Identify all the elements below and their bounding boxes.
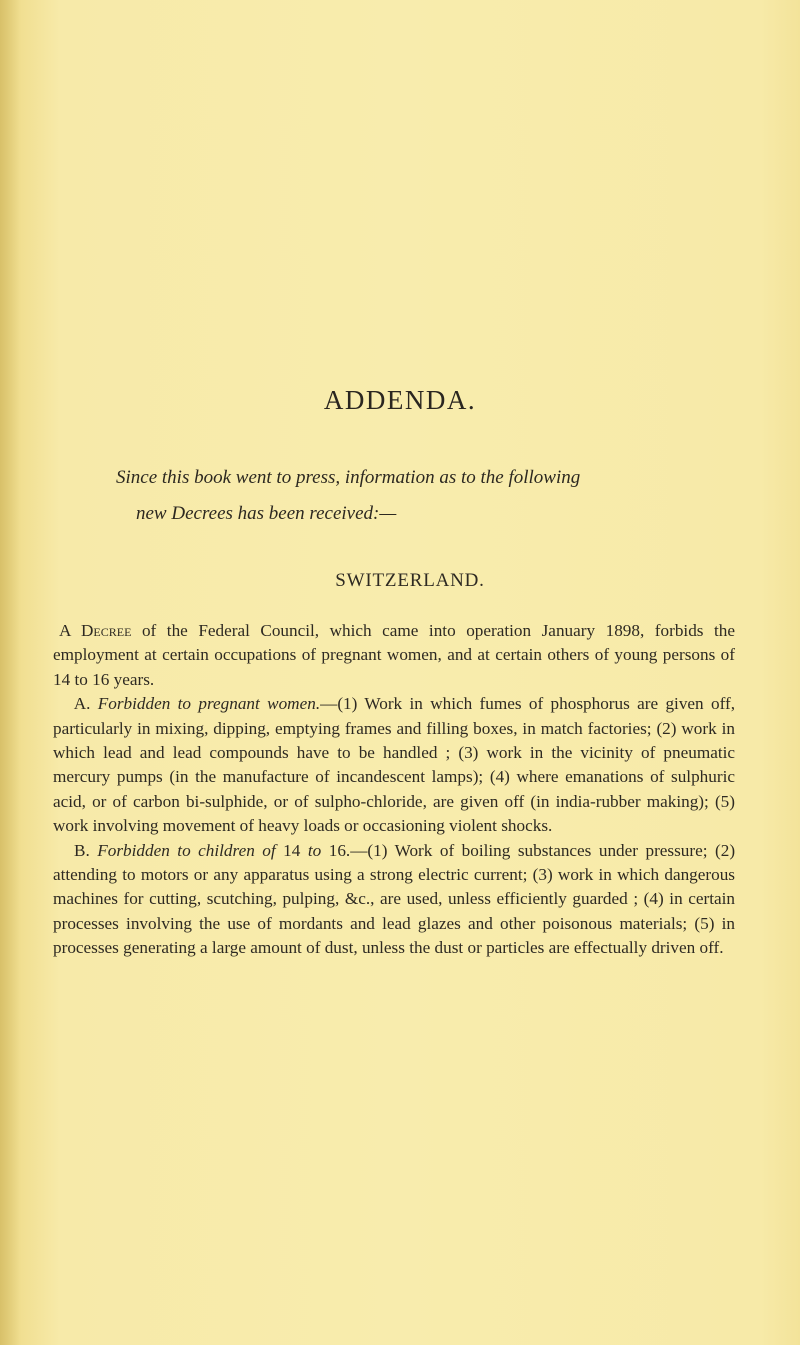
section-b-text: .—(1) Work of boiling substances under pressure; (2) attending to motors or any apparatus using a strong electric current; (3) work in which dangerous machines for cutting, scutching, pulping, &c., are used, unless efficiently guarded ; (4) in certain processes involving the use of mordants and lead glazes and other poisonous materials; (5) in processes generating a large amount of dust, unless the dust or particles are effectually driven off. — [53, 840, 736, 958]
paragraph-lead: A — [59, 621, 71, 640]
section-b-label: B. — [73, 840, 90, 860]
page-title: ADDENDA. — [323, 385, 477, 415]
section-a-text: —(1) Work in which fumes of phosphorus are given off, particularly in mixing, dipping, emptying frames and filling boxes, in match factories; (2) work in which lead and lead compounds have to be handled ; (3) work in the vicinity of pneumatic mercury pumps (in the manufacture of incandescent lamps); (4) where emanations of sulphuric acid, or of carbon bi-sulphide, or of sulpho-chloride, are given off (in india-rubber making); (5) work involving movement of heavy loads or occasioning violent shocks. — [53, 694, 736, 836]
paragraph-lead-smallcaps: Decree — [81, 621, 132, 640]
paragraph-decree — [53, 619, 735, 692]
body-text — [53, 619, 735, 961]
paragraph-decree-text: of the Federal Council, which came into operation January 1898, forbids the employment at certain occupations of pregnant women, and at certain others of young persons of 14 to 16 years. — [53, 621, 736, 689]
paragraph-section-b — [53, 839, 735, 961]
intro-note — [100, 460, 740, 532]
paragraph-section-a — [53, 692, 735, 838]
section-b-heading-num2: 16 — [328, 840, 346, 860]
section-b-heading: Forbidden to children of — [97, 840, 276, 860]
section-a-heading: Forbidden to pregnant women. — [97, 694, 321, 714]
section-a-label: A. — [73, 694, 91, 714]
intro-line-1: Since this book went to press, information as to the following — [116, 467, 581, 488]
intro-line-2: new Decrees has been received:— — [136, 503, 397, 524]
section-b-heading-num: 14 — [283, 840, 301, 860]
section-b-heading-to: to — [307, 840, 322, 860]
section-title: SWITZERLAND. — [335, 570, 485, 591]
